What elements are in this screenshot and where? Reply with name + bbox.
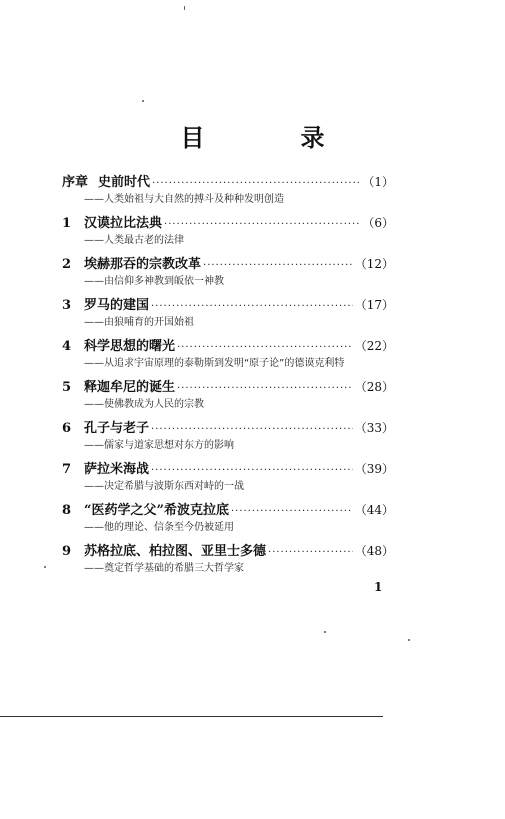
footer-rule: [0, 716, 383, 717]
page-ref: （48）: [354, 544, 394, 558]
chapter-title: 史前时代: [98, 175, 151, 190]
chapter-title: 孔子与老子: [84, 421, 150, 436]
chapter-number: 3: [62, 298, 72, 313]
scan-speck: [324, 631, 326, 633]
table-of-contents: [62, 172, 394, 582]
toc-title: 目 录: [180, 123, 361, 152]
page-ref: （28）: [354, 380, 394, 394]
chapter-number: 6: [62, 421, 72, 436]
dot-leader: [152, 174, 360, 194]
chapter-subtitle: ——由信仰多神教到皈依一神教: [84, 276, 224, 287]
chapter-number: 1: [62, 216, 72, 231]
dot-leader: [164, 215, 360, 235]
page-ref: （12）: [354, 257, 394, 271]
dot-leader: [177, 379, 353, 399]
toc-entry: [62, 254, 394, 295]
chapter-title: 罗马的建国: [84, 298, 150, 313]
chapter-title: 苏格拉底、柏拉图、亚里士多德: [84, 544, 267, 559]
chapter-subtitle: ——他的理论、信条至今仍被延用: [84, 522, 234, 533]
dot-leader: [177, 338, 353, 358]
toc-entry: [62, 336, 394, 377]
chapter-subtitle: ——人类始祖与大自然的搏斗及种种发明创造: [84, 194, 284, 205]
page-ref: （6）: [362, 216, 394, 230]
chapter-title: 汉谟拉比法典: [84, 216, 163, 231]
scan-speck: [184, 6, 185, 10]
chapter-subtitle: ——使佛教成为人民的宗教: [84, 399, 204, 410]
scan-speck: [44, 566, 46, 568]
chapter-subtitle: ——决定希腊与波斯东西对峙的一战: [84, 481, 244, 492]
toc-entry: [62, 459, 394, 500]
chapter-title: 释迦牟尼的诞生: [84, 380, 176, 395]
chapter-number: 8: [62, 503, 72, 518]
page-ref: （22）: [354, 339, 394, 353]
dot-leader: [151, 420, 353, 440]
toc-entry: [62, 377, 394, 418]
chapter-number: 9: [62, 544, 72, 559]
chapter-number: 5: [62, 380, 72, 395]
chapter-subtitle: ——由狼哺育的开国始祖: [84, 317, 194, 328]
chapter-number: 2: [62, 257, 72, 272]
chapter-title: 埃赫那吞的宗教改革: [84, 257, 202, 272]
scan-speck: [408, 639, 410, 641]
toc-entry: [62, 500, 394, 541]
toc-entry: [62, 213, 394, 254]
chapter-title: 萨拉米海战: [84, 462, 150, 477]
dot-leader: [231, 502, 353, 522]
chapter-subtitle: ——奠定哲学基础的希腊三大哲学家: [84, 563, 244, 574]
toc-entry: [62, 418, 394, 459]
page-ref: （33）: [354, 421, 394, 435]
dot-leader: [151, 297, 353, 317]
dot-leader: [151, 461, 353, 481]
toc-entry: [62, 541, 394, 582]
page-ref: （39）: [354, 462, 394, 476]
chapter-subtitle: ——儒家与道家思想对东方的影响: [84, 440, 234, 451]
chapter-number: 4: [62, 339, 72, 354]
page-ref: （44）: [354, 503, 394, 517]
chapter-title: 科学思想的曙光: [84, 339, 176, 354]
chapter-subtitle: ——从追求宇宙原理的泰勒斯到发明“原子论”的德谟克利特: [84, 358, 345, 369]
scan-speck: [142, 100, 144, 102]
page-ref: （17）: [354, 298, 394, 312]
dot-leader: [203, 256, 353, 276]
dot-leader: [268, 543, 353, 563]
page-ref: （1）: [362, 175, 394, 189]
chapter-number: 7: [62, 462, 72, 477]
page-number: 1: [374, 580, 383, 594]
chapter-subtitle: ——人类最古老的法律: [84, 235, 184, 246]
toc-entry: [62, 172, 394, 213]
chapter-number: 序章: [62, 175, 89, 190]
toc-entry: [62, 295, 394, 336]
chapter-title: “医药学之父”希波克拉底: [84, 503, 229, 518]
